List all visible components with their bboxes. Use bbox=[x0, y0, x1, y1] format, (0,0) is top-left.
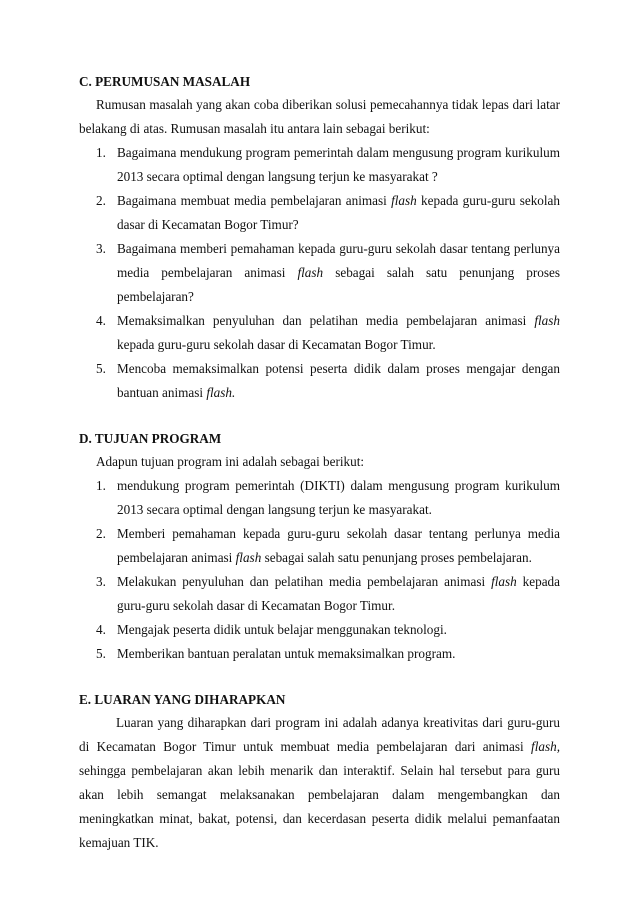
list-text: Bagaimana membuat media pembelajaran animasi bbox=[117, 193, 392, 208]
list-text: Melakukan penyuluhan dan pelatihan media pembelajaran animasi bbox=[117, 574, 492, 589]
list-text-italic: flash bbox=[391, 193, 417, 208]
section-c-intro: Rumusan masalah yang akan coba diberikan solusi pemecahannya tidak lepas dari latar belakang di atas. Rumusan masalah itu antara lain sebagai berikut: bbox=[79, 97, 560, 136]
list-number: 5. bbox=[96, 646, 106, 661]
list-text-after: kepada guru-guru sekolah dasar di Kecamatan Bogor Timur. bbox=[117, 337, 436, 352]
section-heading-luaran-yang-diharapkan: E. LUARAN YANG DIHARAPKAN bbox=[79, 692, 286, 707]
list-number: 3. bbox=[96, 241, 106, 256]
list-item bbox=[79, 618, 560, 642]
list-number: 4. bbox=[96, 622, 106, 637]
list-text-italic: flash. bbox=[206, 385, 236, 400]
list-item bbox=[79, 570, 560, 618]
section-d-intro: Adapun tujuan program ini adalah sebagai berikut: bbox=[96, 454, 365, 469]
list-item bbox=[79, 474, 560, 522]
list-number: 2. bbox=[96, 193, 106, 208]
list-number: 1. bbox=[96, 478, 106, 493]
list-number: 2. bbox=[96, 526, 106, 541]
section-d-list bbox=[79, 474, 560, 666]
list-item bbox=[79, 642, 560, 666]
section-spacer bbox=[79, 405, 560, 427]
list-text-italic: flash bbox=[235, 550, 262, 565]
list-item bbox=[79, 189, 560, 237]
list-number: 1. bbox=[96, 145, 106, 160]
list-text: Memaksimalkan penyuluhan dan pelatihan media pembelajaran animasi bbox=[117, 313, 535, 328]
list-text: Bagaimana memberi pemahaman kepada guru-guru sekolah dasar tentang perlunya media pembelajaran animasi bbox=[117, 241, 560, 280]
list-text: Memberi pemahaman kepada guru-guru sekolah dasar tentang perlunya media pembelajaran animasi bbox=[117, 526, 560, 565]
list-text: Bagaimana mendukung program pemerintah dalam mengusung program kurikulum 2013 secara optimal dengan langsung terjun ke masyarakat ? bbox=[117, 145, 560, 184]
list-number: 3. bbox=[96, 574, 106, 589]
list-item bbox=[79, 522, 560, 570]
list-number: 5. bbox=[96, 361, 106, 376]
list-text-italic: flash bbox=[534, 313, 560, 328]
paragraph-text: Luaran yang diharapkan dari program ini adalah adanya kreativitas dari guru-guru di Kecamatan Bogor Timur untuk membuat media pembelajaran dari animasi bbox=[79, 715, 560, 754]
list-text-italic: flash bbox=[297, 265, 324, 280]
list-item bbox=[79, 309, 560, 357]
paragraph-text-after: sehingga pembelajaran akan lebih menarik dan interaktif. Selain hal tersebut para guru akan lebih semangat melaksanakan pembelajaran dalam mengembangkan dan meningkatkan minat, bakat, potensi, dan kecerdasan peserta didik melalui pemanfaatan kemajuan TIK. bbox=[79, 763, 560, 850]
section-c-list bbox=[79, 141, 560, 405]
list-item bbox=[79, 141, 560, 189]
list-text: mendukung program pemerintah (DIKTI) dalam mengusung program kurikulum 2013 secara optimal dengan langsung terjun ke masyarakat. bbox=[117, 478, 560, 517]
list-item bbox=[79, 357, 560, 405]
list-item bbox=[79, 237, 560, 309]
list-text: Mengajak peserta didik untuk belajar menggunakan teknologi. bbox=[117, 622, 447, 637]
document-page bbox=[79, 70, 560, 855]
section-e-paragraph bbox=[79, 711, 560, 855]
section-heading-tujuan-program: D. TUJUAN PROGRAM bbox=[79, 431, 222, 446]
list-text-after: sebagai salah satu penunjang proses pembelajaran. bbox=[261, 550, 532, 565]
section-spacer bbox=[79, 666, 560, 688]
list-text: Mencoba memaksimalkan potensi peserta didik dalam proses mengajar dengan bantuan animasi bbox=[117, 361, 560, 400]
list-text-italic: flash bbox=[491, 574, 517, 589]
list-number: 4. bbox=[96, 313, 106, 328]
list-text-after: sebagai salah satu penunjang proses pembelajaran? bbox=[117, 265, 561, 304]
list-text-after: kepada guru-guru sekolah dasar di Kecamatan Bogor Timur? bbox=[117, 193, 560, 232]
list-text: Memberikan bantuan peralatan untuk memaksimalkan program. bbox=[117, 646, 456, 661]
paragraph-text-italic: flash, bbox=[531, 739, 560, 754]
list-text-after: kepada guru-guru sekolah dasar di Kecamatan Bogor Timur. bbox=[117, 574, 560, 613]
section-heading-perumusan-masalah: C. PERUMUSAN MASALAH bbox=[79, 74, 251, 89]
